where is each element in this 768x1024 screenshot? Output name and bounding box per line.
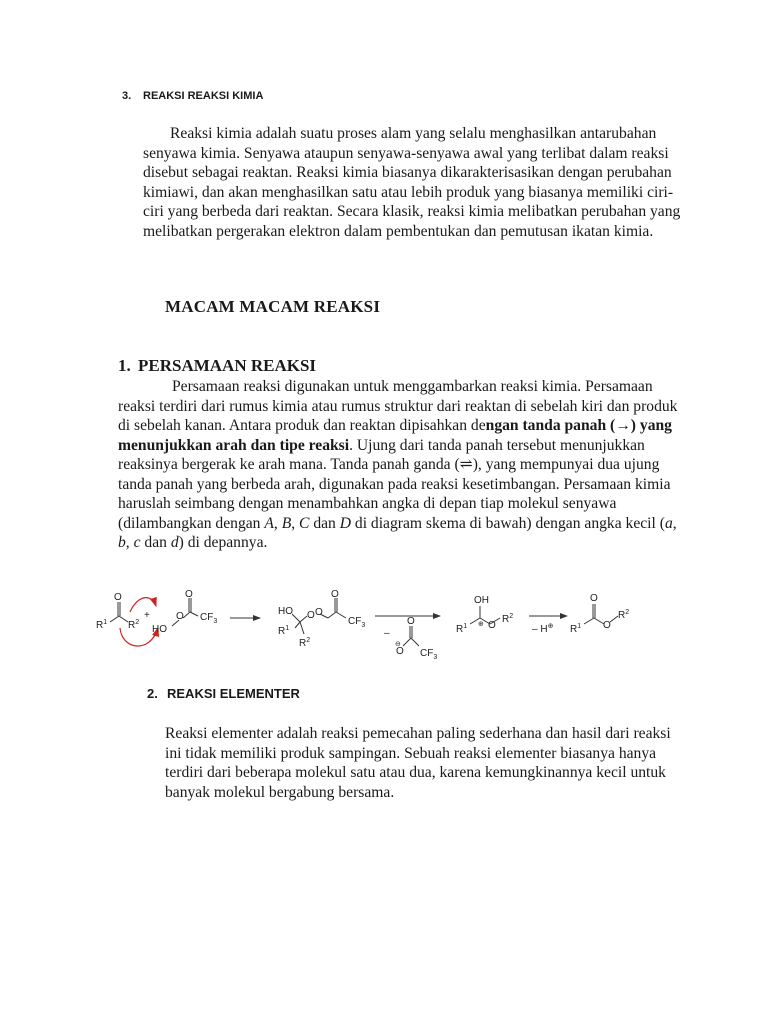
section-2-number: 2. bbox=[147, 686, 158, 701]
p2-text-b: . Ujung dari tanda panah tersebut menunjukkan reaksinya bergerak ke arah mana. Tanda panah ganda (⇌), yang mempunyai dua ujung tanda panah yang berbeda arah, digunakan pada reaksi kesetimbangan. Persamaan kimia haruslah seimbang dengan menambahkan angka di depan tiap molekul senyawa (dilambangkan dengan bbox=[118, 436, 671, 532]
section-2-title: REAKSI ELEMENTER bbox=[167, 686, 300, 701]
svg-text:R1 bbox=[570, 623, 581, 635]
var-c: c bbox=[133, 534, 141, 551]
ester-r1-sup: 1 bbox=[577, 623, 582, 630]
int-r1-sup: 1 bbox=[285, 625, 290, 632]
section-3-number: 3. bbox=[122, 90, 132, 102]
int-cf-sub: 3 bbox=[361, 622, 366, 629]
ketone-r2-sup: 2 bbox=[135, 619, 140, 626]
var-a: a bbox=[664, 514, 673, 532]
svg-text:R1 bbox=[96, 619, 107, 631]
svg-text:R1 bbox=[456, 623, 467, 635]
svg-text:CF3 bbox=[348, 616, 365, 629]
section-1-paragraph bbox=[118, 377, 678, 553]
p2-text-d: ) di depannya. bbox=[178, 534, 268, 551]
ketone-r1-sup: 1 bbox=[103, 619, 108, 626]
p2-text-a: Persamaan reaksi digunakan untuk menggambarkan reaksi kimia. Persamaan reaksi terdiri dari rumus kimia atau rumus struktur dari reaktan di sebelah kiri dan produk di sebelah kanan. Antara produk dan reaktan dipisahkan de bbox=[118, 378, 678, 434]
int-o1: O bbox=[307, 610, 315, 621]
tfa-charge: ⊖ bbox=[395, 641, 401, 648]
cation-r2: R bbox=[502, 614, 510, 625]
var-b: b bbox=[118, 534, 126, 551]
svg-text:R2 bbox=[618, 609, 629, 621]
svg-text:R2 bbox=[299, 637, 310, 649]
svg-text:R2 bbox=[502, 613, 513, 625]
peracid-ho: HO bbox=[152, 624, 167, 635]
var-C: C bbox=[299, 514, 310, 532]
sep-1: , bbox=[273, 514, 282, 532]
section-3-paragraph-text: Reaksi kimia adalah suatu proses alam yang selalu menghasilkan antarubahan senyawa kimia. Senyawa ataupun senyawa-senyawa awal yang terlibat dalam reaksi disebut sebagai reaktan. Reaksi kimia biasanya dikarakterisasikan dengan perubahan kimiawi, dan akan menghasilkan satu atau lebih produk yang biasanya memiliki ciri-ciri yang berbeda dari reaktan. Secara klasik, reaksi kimia melibatkan perubahan yang melibatkan pergerakan elektron dalam pembentukan dan pemutusan ikatan kimia. bbox=[143, 125, 681, 240]
int-r2-sup: 2 bbox=[306, 637, 311, 644]
ketone-r2: R bbox=[128, 620, 136, 631]
ester-o1: O bbox=[590, 593, 598, 604]
int-o3: O bbox=[331, 589, 339, 600]
svg-text:CF3 bbox=[420, 648, 437, 661]
p2-text-c: di diagram skema di bawah) dengan angka kecil ( bbox=[351, 514, 665, 532]
tfa-cf-sub: 3 bbox=[433, 654, 438, 661]
int-r2: R bbox=[299, 638, 307, 649]
section-1-title: PERSAMAAN REAKSI bbox=[138, 356, 317, 375]
cation-r1: R bbox=[456, 624, 464, 635]
int-ho: HO bbox=[278, 606, 293, 617]
var-A: A bbox=[264, 514, 274, 532]
cation-r1-sup: 1 bbox=[463, 623, 468, 630]
section-3-title: REAKSI REAKSI KIMIA bbox=[143, 90, 264, 102]
section-2-paragraph: Reaksi elementer adalah reaksi pemecahan paling sederhana dan hasil dari reaksi ini tidak memiliki produk sampingan. Sebuah reaksi elementer biasanya hanya terdiri dari beberapa molekul satu atau dua, karena kemungkinannya kecil untuk banyak molekul bergabung bersama. bbox=[165, 725, 671, 801]
reaction-scheme bbox=[92, 588, 692, 668]
section-3-heading bbox=[122, 90, 263, 102]
peracid-o2: O bbox=[185, 589, 193, 600]
svg-text:R2 bbox=[128, 619, 139, 631]
ketone-o: O bbox=[114, 592, 122, 603]
h-charge: ⊕ bbox=[547, 623, 554, 630]
peracid-cf-sub: 3 bbox=[213, 618, 218, 625]
cation-r2-sup: 2 bbox=[509, 613, 514, 620]
ester-r2: R bbox=[618, 610, 626, 621]
int-cf: CF bbox=[348, 616, 362, 627]
minus-h: – H bbox=[532, 624, 548, 635]
sep-4: , bbox=[125, 534, 134, 551]
p2-bold-text: ngan tanda panah (→) yang menunjukkan arah dan tipe reaksi bbox=[118, 417, 672, 454]
var-B: B bbox=[281, 514, 292, 532]
peracid-o1: O bbox=[176, 611, 184, 622]
reaction-scheme-svg bbox=[92, 588, 692, 668]
peracid-cf: CF bbox=[200, 612, 214, 623]
tfa-o1: O bbox=[407, 616, 415, 627]
ketone-r1: R bbox=[96, 620, 104, 631]
minus-sign: – bbox=[384, 628, 390, 639]
var-d: d bbox=[170, 534, 179, 551]
tfa-cf: CF bbox=[420, 648, 434, 659]
sep-2: , bbox=[291, 514, 300, 532]
cation-charge: ⊕ bbox=[478, 621, 484, 628]
cation-oh: OH bbox=[474, 595, 489, 606]
int-o2: O bbox=[315, 607, 323, 618]
svg-text:CF3 bbox=[200, 612, 217, 625]
section-1-heading bbox=[118, 356, 316, 376]
plus-sign: + bbox=[144, 610, 150, 621]
svg-text:– H⊕ bbox=[532, 623, 553, 635]
sep-3: , bbox=[672, 514, 677, 532]
ester-o2: O bbox=[603, 620, 611, 631]
svg-text:R1 bbox=[278, 625, 289, 637]
int-r1: R bbox=[278, 626, 286, 637]
conj-1: dan bbox=[309, 514, 340, 532]
section-3-paragraph bbox=[143, 124, 688, 241]
conj-2: dan bbox=[140, 534, 171, 551]
var-D: D bbox=[339, 514, 351, 532]
section-1-number: 1. bbox=[118, 356, 131, 375]
section-2-heading bbox=[147, 686, 300, 701]
ester-r1: R bbox=[570, 624, 578, 635]
macam-reaksi-heading: MACAM MACAM REAKSI bbox=[165, 297, 381, 316]
ester-r2-sup: 2 bbox=[625, 609, 630, 616]
tfa-o2: O bbox=[396, 646, 404, 657]
cation-o: O bbox=[488, 620, 496, 631]
